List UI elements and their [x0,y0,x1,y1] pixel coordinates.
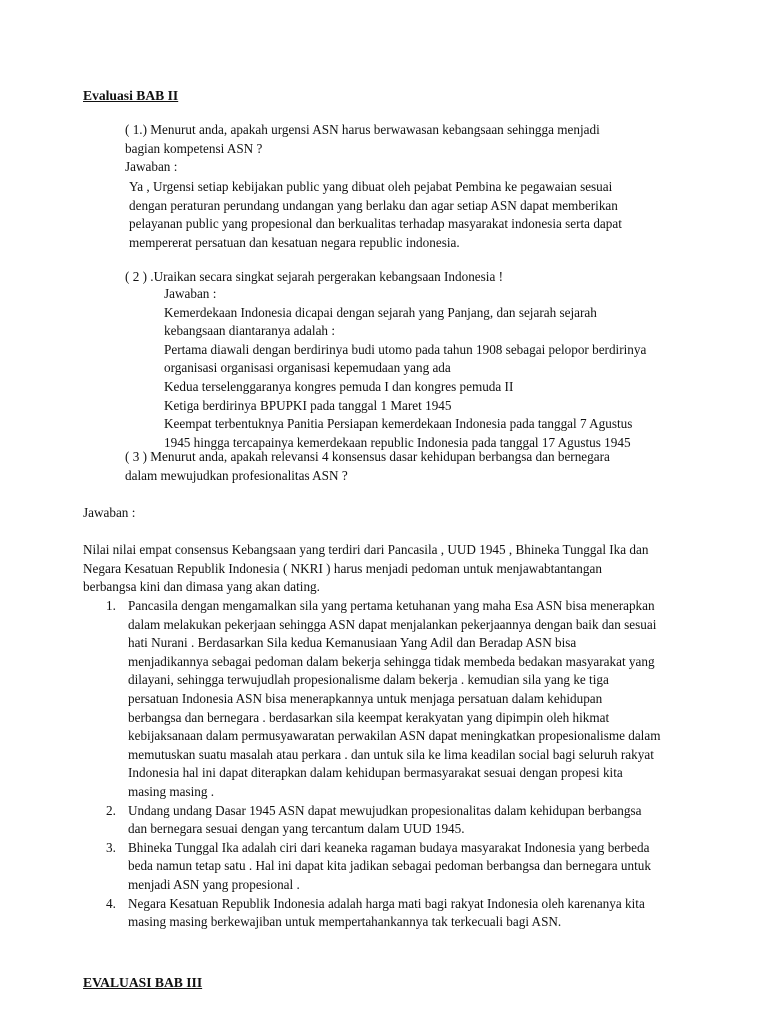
answer-1 [129,178,622,252]
question-1 [125,121,600,177]
answer-1-line: Ya , Urgensi setiap kebijakan public yang dibuat oleh pejabat Pembina ke pegawaian sesuai [129,179,613,194]
list-item-line: Undang undang Dasar 1945 ASN dapat mewujudkan propesionalitas dalam kehidupan berbangsa [128,802,642,818]
answer-2-line: organisasi organisasi organisasi kepemudaan yang ada [164,360,451,376]
list-item [0,597,768,802]
answer-label: Jawaban : [125,159,178,175]
list-item-line: menjadi ASN yang propesional . [128,876,300,892]
section-heading-bab-2: Evaluasi BAB II [83,88,179,103]
answer-2-line: Pertama diawali dengan berdirinya budi utomo pada tahun 1908 sebagai pelopor berdirinya [164,341,647,357]
list-item-line: dilayani, sehingga terwujudlah propesionalisme dalam bekerja . kemudian sila yang ke tiga [128,672,609,688]
answer-1-line: mempererat persatuan dan kesatuan negara republic indonesia. [129,234,460,250]
list-item-line: berbangsa dan bernegara . berdasarkan sila keempat kerakyatan yang dipimpin oleh hikmat [128,709,610,725]
answer-2-line: Kemerdekaan Indonesia dicapai dengan sejarah yang Panjang, dan sejarah sejarah [164,304,597,320]
list-item-number: 4. [106,895,116,911]
list-item-line: Negara Kesatuan Republik Indonesia adalah harga mati bagi rakyat Indonesia oleh karenanya kita [128,895,645,911]
answer-2 [164,285,646,452]
question-1-line: bagian kompetensi ASN ? [125,140,263,156]
answer-1-line: dengan peraturan perundang undangan yang berlaku dan agar setiap ASN dapat memberikan [129,197,618,213]
list-item-number: 3. [106,839,116,855]
answer-2-line: Ketiga berdirinya BPUPKI pada tanggal 1 Maret 1945 [164,397,452,413]
list-item-line: memutuskan suatu masalah atau perkara . dan untuk sila ke lima keadilan social bagi seluruh rakyat [128,746,654,762]
answer-label: Jawaban : [83,505,136,520]
intro-line: berbangsa kini dan dimasa yang akan dating. [83,579,320,595]
list-item-line: Bhineka Tunggal Ika adalah ciri dari keaneka ragaman budaya masyarakat Indonesia yang berbeda [128,839,650,855]
question-1-line: ( 1.) Menurut anda, apakah urgensi ASN harus berwawasan kebangsaan sehingga menjadi [125,122,600,137]
section-heading-bab-3: EVALUASI BAB III [83,975,203,990]
question-2: ( 2 ) .Uraikan secara singkat sejarah pergerakan kebangsaan Indonesia ! [125,269,503,284]
answer-1-line: pelayanan public yang propesional dan berkualitas terhadap masyarakat indonesia serta dapat [129,216,622,232]
list-item [0,802,768,839]
list-item-line: dalam melakukan pekerjaan sehingga ASN dapat menjalankan pekerjaannya dengan baik dan sesuai [128,616,657,632]
intro-line: Nilai nilai empat consensus Kebangsaan yang terdiri dari Pancasila , UUD 1945 , Bhineka Tunggal Ika dan [83,542,649,557]
list-item-line: masing masing berkewajiban untuk mempertahankannya tak terkecuali bagi ASN. [128,914,562,930]
list-item [0,895,768,932]
list-item-line: hati Nurani . Berdasarkan Sila kedua Kemanusiaan Yang Adil dan Beradap ASN bisa [128,635,577,651]
answer-label: Jawaban : [164,286,217,301]
list-item-line: Pancasila dengan mengamalkan sila yang pertama ketuhanan yang maha Esa ASN bisa menerapkan [128,598,655,613]
question-3-line: dalam mewujudkan profesionalitas ASN ? [125,467,348,483]
list-item-line: persatuan Indonesia ASN bisa menerapkannya untuk menjaga persatuan dalam kehidupan [128,690,603,706]
list-item-line: dan bernegara sesuai dengan yang tercantum dalam UUD 1945. [128,821,465,837]
answer-2-line: kebangsaan diantaranya adalah : [164,323,335,339]
answer-2-line: 1945 hingga tercapainya kemerdekaan republic Indonesia pada tanggal 17 Agustus 1945 [164,434,631,450]
list-item-line: Indonesia hal ini dapat diterapkan dalam kehidupan bermasyarakat sesuai dengan propesi kita [128,765,623,781]
list-item-line: kebijaksanaan dalam permusyawaratan perwakilan ASN dapat meningkatkan propesionalisme dalam [128,728,661,744]
list-item [0,839,768,895]
list-item-line: masing masing . [128,783,215,799]
answer-3-intro [83,541,648,597]
list-item-number: 2. [106,802,116,818]
list-item-number: 1. [106,598,116,613]
question-3 [125,448,610,485]
answer-2-line: Keempat terbentuknya Panitia Persiapan kemerdekaan Indonesia pada tanggal 7 Agustus [164,416,633,432]
question-3-line: ( 3 ) Menurut anda, apakah relevansi 4 konsensus dasar kehidupan berbangsa dan bernegara [125,449,610,464]
numbered-list [0,597,768,932]
intro-line: Negara Kesatuan Republik Indonesia ( NKRI ) harus menjadi pedoman untuk menjawabtantangan [83,560,602,576]
list-item-line: beda namun tetap satu . Hal ini dapat kita jadikan sebagai pedoman berbangsa dan bernegara untuk [128,858,651,874]
list-item-line: menjadikannya sebagai pedoman dalam bekerja sehingga tidak membeda bedakan masyarakat yang [128,653,655,669]
answer-2-line: Kedua terselenggaranya kongres pemuda I dan kongres pemuda II [164,378,514,394]
